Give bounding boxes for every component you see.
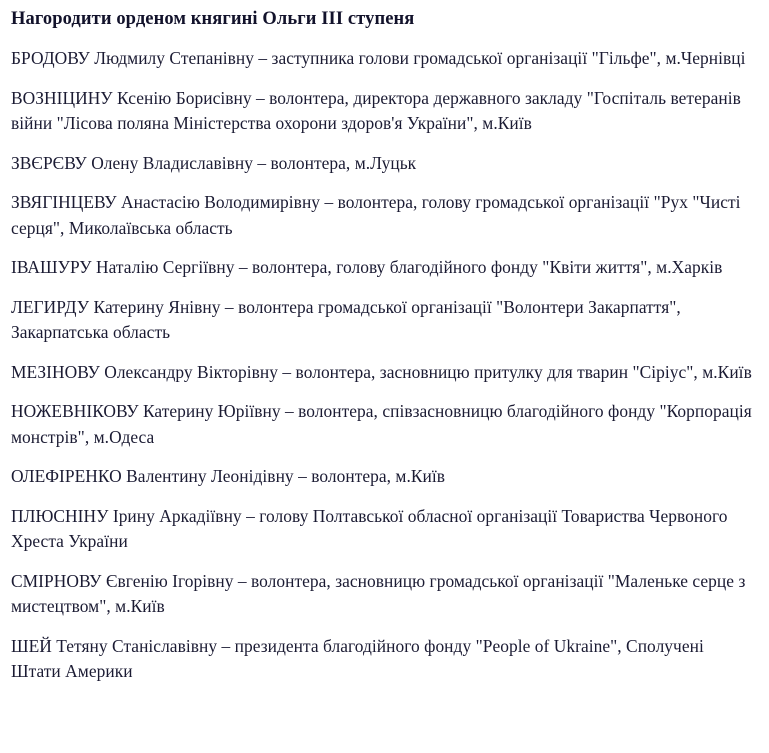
award-recipients-list [11, 46, 757, 685]
award-entry: МЕЗІНОВУ Олександру Вікторівну – волонтера, засновницю притулку для тварин "Cіріус", м.Київ [11, 361, 752, 382]
award-entry: БРОДОВУ Людмилу Степанівну – заступника голови громадської організації "Гільфе", м.Чернівці [11, 48, 746, 68]
award-entry: ІВАШУРУ Наталію Сергіївну – волонтера, голову благодійного фонду "Квіти життя", м.Харків [11, 257, 723, 277]
award-entry: ЗВЯГІНЦЕВУ Анастасію Володимирівну – волонтера, голову громадської організації "Рух "Чисті серця", Миколаївська область [11, 192, 741, 238]
page-title: Нагородити орденом княгині Ольги III ступеня [11, 9, 415, 29]
award-entry: ЛЕГИРДУ Катерину Янівну – волонтера громадської організації "Волонтери Закарпаття", Закарпатська область [11, 296, 681, 342]
award-entry: ПЛЮСНІНУ Ірину Аркадіївну – голову Полтавської обласної організації Товариства Червоного Хреста України [11, 505, 728, 551]
award-entry: ВОЗНІЦИНУ Ксенію Борисівну – волонтера, директора державного закладу "Госпіталь ветеранів війни "Лісова поляна Міністерства охорони здоров'я України", м.Київ [11, 87, 741, 133]
award-entry: ШЕЙ Тетяну Станіславівну – президента благодійного фонду "People of Ukraine", Сполучені Штати Америки [11, 635, 704, 681]
award-entry: СМІРНОВУ Євгенію Ігорівну – волонтера, засновницю громадської організації "Маленьке серце з мистецтвом", м.Київ [11, 570, 746, 616]
award-entry: НОЖЕВНІКОВУ Катерину Юріївну – волонтера, співзасновницю благодійного фонду "Корпорація монстрів", м.Одеса [11, 401, 752, 447]
award-entry: ЗВЄРЄВУ Олену Владиславівну – волонтера, м.Луцьк [11, 152, 417, 173]
award-entry: ОЛЕФІРЕНКО Валентину Леонідівну – волонтера, м.Київ [11, 466, 446, 486]
